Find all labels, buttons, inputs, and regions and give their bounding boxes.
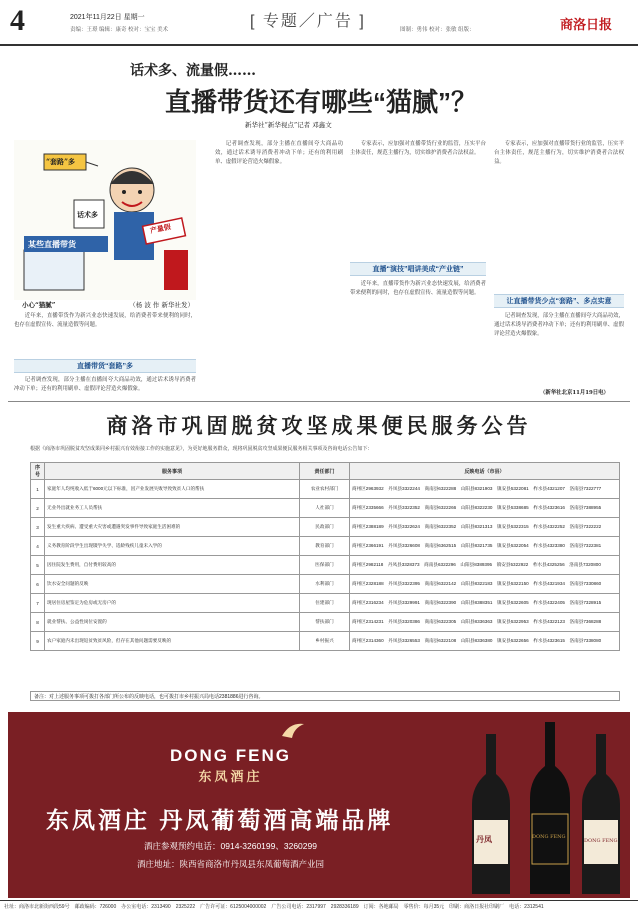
caption-title: 小心“猫腻” [22,301,56,309]
cartoon-banner: 某些直播带货 [28,239,76,249]
cell-dept: 帮扶部门 [300,613,350,632]
cell-item: 因住院发生费用，自付费用较高的 [45,556,300,575]
table-row [31,594,620,613]
table-row [31,518,620,537]
winery-advertisement [8,712,630,898]
cell-item: 农户家庭内未出现返贫致贫风险，但存在其他问题需要反映的 [45,632,300,651]
table-row [31,537,620,556]
cell-item: 现居住房屋鉴定为危房或无房户的 [45,594,300,613]
wine-bottle-1 [470,734,512,894]
cell-no: 6 [31,575,45,594]
cell-no: 5 [31,556,45,575]
section-divider [8,401,630,402]
brand-english: DONG FENG [170,746,291,765]
article-paragraph: 记者调查发现，部分主播在直播间夸大商品功效，通过话术诱导消费者冲动下单；还有的利用刷单、虚假评论营造火爆假象。 [14,377,196,392]
cell-item: 发生重大疾病、遭受重大灾害或遭遇突发事件导致家庭生活困难的 [45,518,300,537]
article-paragraph: 专家表示，应加强对直播带货行业的监管，压实平台主体责任，规范主播行为，切实维护消费者合法权益。 [350,141,486,156]
cell-no: 7 [31,594,45,613]
header-no: 序号 [31,463,45,480]
cell-phone: 商州区2982118 丹凤县3328373 商南县6322296 山阳县8389395 镇安县5322922 柞水县4325256 洛南县7320800 [350,556,620,575]
cell-dept: 住建部门 [300,594,350,613]
article-column-1b [14,376,196,396]
cartoon-illustration [14,140,196,300]
cell-phone: 商州区2366191 丹凤县3326608 商南县6362515 山阳县8321735 镇安县5322054 柞水县4323380 洛南县7322381 [350,537,620,556]
cartoon-speech: 话术多 [77,210,98,219]
cell-no: 2 [31,499,45,518]
cartoon-drawing [14,140,196,300]
service-title: 商洛市巩固脱贫攻坚成果便民服务公告 [106,415,532,438]
subhead-1: 直播带货“套路”多 [14,359,196,373]
article-column-4b [494,312,624,382]
cell-item: 饮水安全问题的反映 [45,575,300,594]
page-footer: 社址：商洛市北新街西段59号 邮政编码：726000 办公室电话：2313490 2325222 广告许可证：6125004000002 广告公司电话：2317997 2928336189 订阅：各地邮局 零售价：每月35元 印刷：商洛日报社印刷厂 电话：2312541 [0,900,638,913]
service-note: 备注：对上述服务事项可拨打各部门所公布的反映电话，也可拨打市乡村振兴局电话2381886进行咨询。 [30,691,620,701]
table-row [31,613,620,632]
cell-no: 8 [31,613,45,632]
bottle-label: DONG FENG [532,834,566,840]
cell-no: 9 [31,632,45,651]
cell-item: 义务教育阶段学生出现辍学失学、适龄残疾儿童未入学的 [45,537,300,556]
editors-left: 责编：王璟 编辑：康奇 校对：宝宝 美术 [70,27,169,33]
table-header-row [31,463,620,480]
article-paragraph: 专家表示，应加强对直播带货行业的监管，压实平台主体责任，规范主播行为，切实维护消费者合法权益。 [494,141,624,165]
article-byline: 新华社“新华视点”记者 邓鑫文 [245,121,332,129]
cell-item: 家庭年人均纯收入低于6000元以下标准，因产业发展失败导致致贫人口的帮扶 [45,480,300,499]
table-row [31,480,620,499]
wine-bottle-3 [580,734,622,894]
cell-dept: 医保部门 [300,556,350,575]
cell-dept: 农业农村部门 [300,480,350,499]
article-paragraph: 记者调查发现，部分主播在直播间夸大商品功效，通过话术诱导消费者冲动下单；还有的利用刷单、虚假评论营造火爆假象。 [494,313,624,337]
article-column-2 [215,140,343,398]
cell-no: 3 [31,518,45,537]
article-paragraph: 近年来，直播带货作为新兴业态快速发展，给消费者带来便利的同时，也存在虚假宣传、流量造假等问题。 [14,313,196,328]
header-dept: 责任部门 [300,463,350,480]
subhead-2: 直播“演技”唱讲美成“产业链” [350,262,486,276]
table-row [31,575,620,594]
header-item: 服务事项 [45,463,300,480]
article-paragraph: 近年来，直播带货作为新兴业态快速发展，给消费者带来便利的同时，也存在虚假宣传、流量造假等问题。 [350,281,486,296]
section-title: [ 专题／广告 ] [250,13,366,30]
issue-date: 2021年11月22日 星期一 [70,14,145,21]
cell-dept: 人社部门 [300,499,350,518]
cell-dept: 教育部门 [300,537,350,556]
article-headline: 直播带货还有哪些“猫腻”？ [165,87,478,117]
cell-item: 无业外出就业务工人员帮扶 [45,499,300,518]
cell-no: 1 [31,480,45,499]
article-column-4 [494,140,624,290]
caption-credit: （杨 波 作 新华社发） [129,301,194,309]
article-paragraph: 记者调查发现，部分主播在直播间夸大商品功效，通过话术诱导消费者冲动下单；还有的利用刷单、虚假评论营造火爆假象。 [215,141,343,165]
cell-phone: 商州区2388189 丹凤县3322624 商南县6322352 山阳县8321313 镇安县5322315 柞水县4322252 洛南县7322222 [350,518,620,537]
ad-slogan: 东凤酒庄 丹凤葡萄酒高端品牌 [46,807,394,833]
subhead-3: 让直播带货少点“套路”、多点实意 [494,294,624,308]
bottle-label: DONG FENG [584,838,618,844]
article-column-1 [14,312,196,356]
masthead [0,0,638,46]
service-table [30,462,620,651]
cell-dept: 水利部门 [300,575,350,594]
newspaper-logo: 商洛日报 [560,17,613,32]
cell-phone: 商州区2316234 丹凤县3329991 商南县6322390 山阳县8388351 镇安县5322605 柞水县4322405 洛南县7328915 [350,594,620,613]
brand-chinese: 东凤酒庄 [198,770,263,785]
cell-item: 就业帮扶、公益性岗位安置的 [45,613,300,632]
ad-phone: 酒庄参观预约电话：0914-3260199、3260299 [144,841,317,851]
cartoon-sign: “套路”多 [46,157,76,166]
editors-right: 图制：勇伟 校对：张敏 组版： [400,27,475,33]
ad-address: 酒庄地址：陕西省商洛市丹凤县东凤葡萄酒产业园 [136,859,324,869]
article-column-3 [350,140,486,256]
header-phone: 反映电话（市县） [350,463,620,480]
table-row [31,499,620,518]
cell-phone: 商州区2314231 丹凤县3320386 商南县6322305 山阳县8336363 镇安县5322953 柞水县4322123 洛南县7368288 [350,613,620,632]
article-end-note: （新华社北京11月19日电） [540,390,609,396]
table-row [31,556,620,575]
phoenix-logo-icon [280,720,306,740]
service-intro: 根据《商洛市巩固脱贫攻坚成果同乡村振兴有效衔接工作的实施意见》，为更好地服务群众，现将巩固脱贫攻坚成果便民服务相关事项及咨询电话公告如下： [30,446,373,452]
cell-dept: 民政部门 [300,518,350,537]
bottle-label: 丹凤 [476,834,492,844]
article-column-3b [350,280,486,398]
page-number: 4 [10,4,25,37]
table-row [31,632,620,651]
cell-phone: 商州区2335666 丹凤县3322352 商南县6322266 山阳县8322230 镇安县5338685 柞水县4323616 洛南县7388955 [350,499,620,518]
cell-dept: 乡村振兴 [300,632,350,651]
cell-phone: 商州区2963932 丹凤县3322244 商南县6322288 山阳县8321903 镇安县5322081 柞水县4321207 洛南县7322777 [350,480,620,499]
wine-bottle-2 [528,722,572,894]
article-kicker: 话术多、流量假…… [130,63,256,79]
cell-phone: 商州区2314360 丹凤县3326553 商南县6322108 山阳县8336380 镇安县5322656 柞水县4323615 洛南县7338080 [350,632,620,651]
cartoon-tag: 产量假 [149,221,172,236]
cell-phone: 商州区2328188 丹凤县3322395 商南县6322142 山阳县8322183 镇安县5322150 柞水县4321934 洛南县7330860 [350,575,620,594]
cell-no: 4 [31,537,45,556]
cartoon-caption [22,300,194,309]
